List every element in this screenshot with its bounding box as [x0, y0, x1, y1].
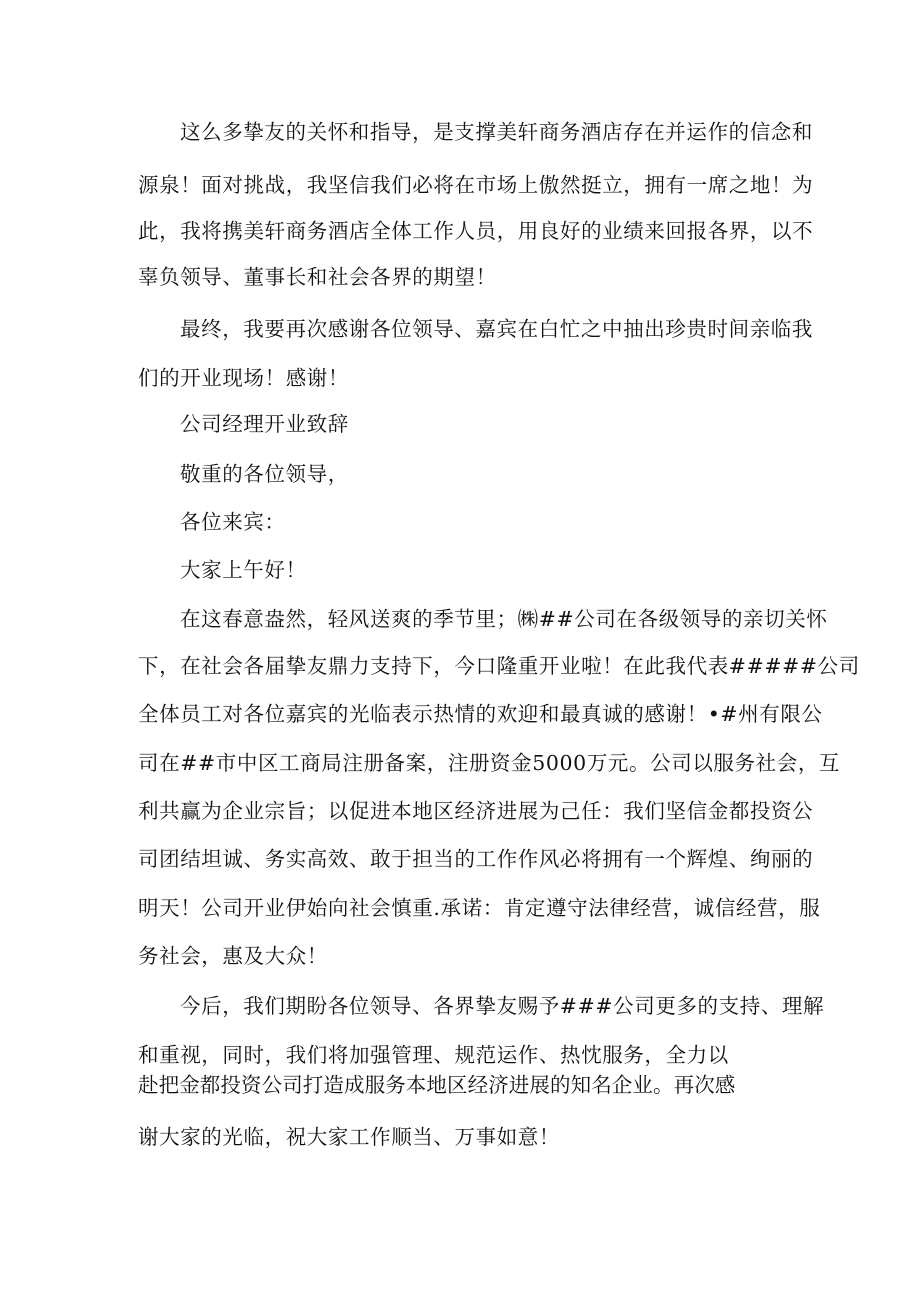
paragraph-3-line-6: 司团结坦诚、务实高效、敢于担当的工作作风必将拥有一个辉煌、绚丽的	[138, 847, 814, 871]
paragraph-1-line-3: 此，我将携美轩商务酒店全体工作人员，用良好的业绩来回报各界，以不	[138, 219, 814, 243]
paragraph-3-line-8: 务社会，惠及大众！	[138, 944, 328, 968]
paragraph-3-line-5: 利共赢为企业宗旨；以促进本地区经济进展为己任：我们坚信金都投资公	[138, 799, 814, 823]
paragraph-1-line-4: 辜负领导、董事长和社会各界的期望！	[138, 265, 497, 289]
paragraph-2-line-2: 们的开业现场！感谢！	[138, 366, 349, 390]
paragraph-3-line-2: 下，在社会各届挚友鼎力支持下，今口隆重开业啦！在此我代表#####公司	[138, 654, 860, 678]
salutation-leaders: 敬重的各位领导，	[180, 462, 349, 486]
greeting: 大家上午好！	[180, 558, 307, 582]
paragraph-1-line-2: 源泉！面对挑战，我坚信我们必将在市场上傲然挺立，拥有一席之地！为	[138, 173, 814, 197]
paragraph-3-line-3: 全体员工对各位嘉宾的光临表示热情的欢迎和最真诚的感谢！•#州有限公	[138, 702, 823, 726]
paragraph-2-line-1: 最终，我要再次感谢各位领导、嘉宾在白忙之中抽出珍贵时间亲临我	[180, 317, 813, 341]
paragraph-1-line-1: 这么多挚友的关怀和指导，是支撑美轩商务酒店存在并运作的信念和	[180, 120, 813, 144]
paragraph-4-line-1: 今后，我们期盼各位领导、各界挚友赐予###公司更多的支持、理解	[180, 994, 825, 1018]
paragraph-3-line-7: 明天！公司开业伊始向社会慎重.承诺：肯定遵守法律经营，诚信经营，服	[138, 896, 821, 920]
salutation-guests: 各位来宾：	[180, 510, 286, 534]
section-title: 公司经理开业致辞	[180, 412, 349, 436]
paragraph-4-line-3: 赴把金都投资公司打造成服务本地区经济进展的知名企业。再次感	[138, 1073, 736, 1097]
paragraph-4-line-2: 和重视，同时，我们将加强管理、规范运作、热忱服务，全力以	[138, 1043, 729, 1067]
paragraph-4-line-4: 谢大家的光临，祝大家工作顺当、万事如意！	[138, 1125, 560, 1149]
paragraph-3-line-1: 在这春意盎然，轻风送爽的季节里；㈱##公司在各级领导的亲切关怀	[180, 607, 828, 631]
paragraph-3-line-4: 司在##市中区工商局注册备案，注册资金5000万元。公司以服务社会，互	[138, 751, 841, 775]
